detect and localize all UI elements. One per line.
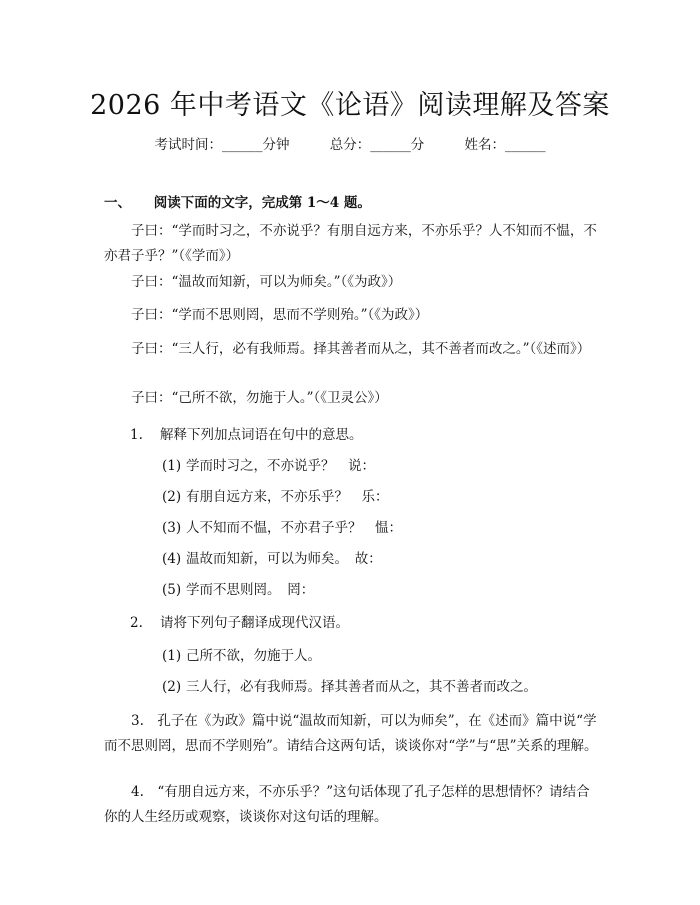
q1-item-3 [162,518,402,538]
passage-xueer: 子曰：“学而时习之，不亦说乎？有朋自远方来，不亦乐乎？人不知而不愠，不亦君子乎？”（《学而》） [104,223,597,264]
exam-time: 考试时间：______分钟 [154,137,290,153]
exam-meta [0,133,700,153]
q1-item-text: 有朋自远方来，不亦乐乎？ 乐： [186,489,389,505]
section-heading [104,191,371,211]
q1-item-text: 人不知而不愠，不亦君子乎？ 愠： [186,520,402,536]
section-instruction: 阅读下面的文字，完成第 1～4 题。 [153,195,371,211]
q1-item-number: (3) [162,520,182,536]
q2-item-2 [162,677,537,697]
q1-item-text: 温故而知新，可以为师矣。 故： [186,551,382,567]
passage-sanrenxing: 子曰：“三人行，必有我师焉。择其善者而从之，其不善者而改之。”（《述而》） [131,341,591,357]
passage-wenguzhixin: 子曰：“温故而知新，可以为师矣。”（《为政》） [131,274,402,290]
passage-jisuobuyu: 子曰：“己所不欲，勿施于人。”（《卫灵公》） [131,390,388,406]
q1-item-text: 学而不思则罔。 罔： [186,582,315,598]
question-2 [130,613,349,633]
question-1-number: 1. [130,427,143,443]
q1-item-4 [162,549,382,569]
q1-item-1 [162,456,375,476]
q1-item-5 [162,580,314,600]
q1-item-text: 学而时习之，不亦说乎？ 说： [186,458,375,474]
q2-item-text: 三人行，必有我师焉。择其善者而从之，其不善者而改之。 [186,679,537,695]
q1-item-2 [162,487,389,507]
q2-item-number: (2) [162,679,182,695]
q2-item-number: (1) [162,648,182,664]
question-3: 3. 孔子在《为政》篇中说“温故而知新，可以为师矣”，在《述而》篇中说“学而不思则罔，思而不学则殆”。请结合这两句话，谈谈你对“学”与“思”关系的理解。 [104,713,598,754]
passage-xueersi: 子曰：“学而不思则罔，思而不学则殆。”（《为政》） [131,307,429,323]
question-2-number: 2. [130,615,143,631]
question-1 [130,425,363,445]
q1-item-number: (2) [162,489,182,505]
q1-item-number: (1) [162,458,182,474]
exam-score: 总分：______分 [329,137,425,153]
q1-item-number: (4) [162,551,182,567]
q2-item-1 [162,646,321,666]
question-1-text: 解释下列加点词语在句中的意思。 [160,427,363,443]
q1-item-number: (5) [162,582,182,598]
section-number: 一、 [104,195,131,211]
question-4: 4. “有朋自远方来，不亦乐乎？”这句话体现了孔子怎样的思想情怀？请结合你的人生经历或观察，谈谈你对这句话的理解。 [104,784,590,825]
student-name: 姓名：______ [464,137,546,153]
question-2-text: 请将下列句子翻译成现代汉语。 [160,615,349,631]
document-title: 2026 年中考语文《论语》阅读理解及答案 [90,90,610,121]
q2-item-text: 己所不欲，勿施于人。 [186,648,321,664]
